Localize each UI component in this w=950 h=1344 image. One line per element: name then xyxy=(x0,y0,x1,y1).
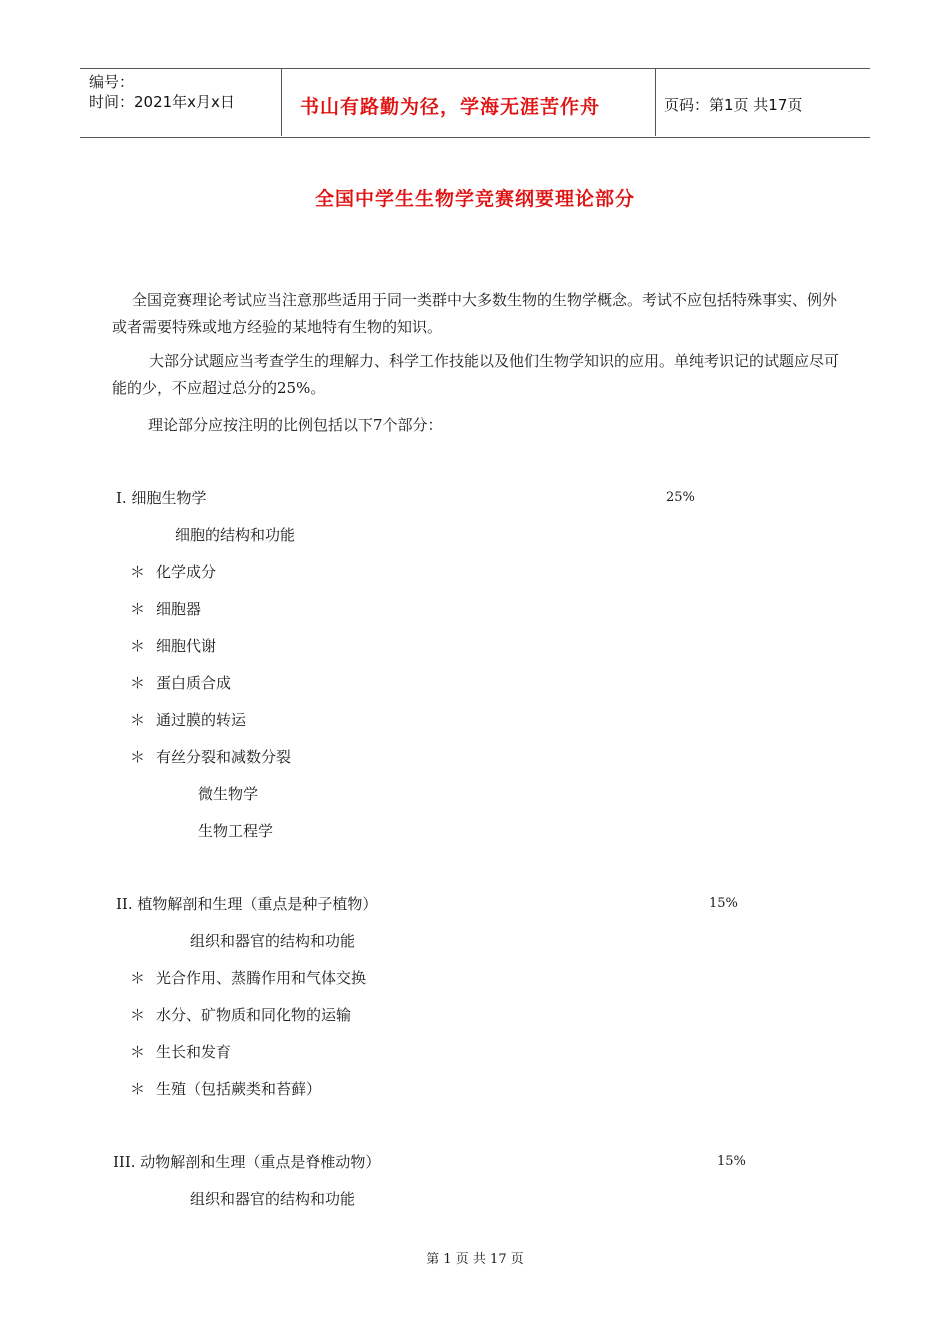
header-page-info: 页码：第1页 共17页 xyxy=(664,96,803,114)
section-subtitle: 组织和器官的结构和功能 xyxy=(190,932,356,950)
section-percent: 25% xyxy=(666,490,695,505)
bullet-item: 通过膜的转运 xyxy=(156,711,247,729)
header-motto: 书山有路勤为径，学海无涯苦作舟 xyxy=(300,96,601,118)
bullet-icon: ＊ xyxy=(130,674,146,692)
header-divider xyxy=(655,68,656,136)
bullet-icon: ＊ xyxy=(130,1043,146,1061)
section-title: II. 植物解剖和生理（重点是种子植物） xyxy=(116,895,378,913)
document-code-label: 编号： xyxy=(89,73,135,91)
bullet-icon: ＊ xyxy=(130,748,146,766)
bullet-item: 水分、矿物质和同化物的运输 xyxy=(156,1006,352,1024)
page-footer: 第 1 页 共 17 页 xyxy=(426,1252,524,1267)
section-percent: 15% xyxy=(709,896,738,911)
bullet-icon: ＊ xyxy=(130,711,146,729)
intro-paragraph: 全国竞赛理论考试应当注意那些适用于同一类群中大多数生物的生物学概念。考试不应包括特殊事实、例外或者需要特殊或地方经验的某地特有生物的知识。 xyxy=(112,291,838,336)
subsection-item: 微生物学 xyxy=(198,785,259,803)
document-title: 全国中学生生物学竞赛纲要理论部分 xyxy=(314,188,635,210)
bullet-item: 蛋白质合成 xyxy=(156,674,232,692)
bullet-item: 化学成分 xyxy=(156,563,217,581)
section-subtitle: 细胞的结构和功能 xyxy=(175,526,296,544)
bullet-item: 光合作用、蒸腾作用和气体交换 xyxy=(156,969,367,987)
intro-paragraph: 大部分试题应当考查学生的理解力、科学工作技能以及他们生物学知识的应用。单纯考识记的试题应尽可能的少，不应超过总分的25%。 xyxy=(112,352,840,397)
bullet-icon: ＊ xyxy=(130,563,146,581)
section-title: III. 动物解剖和生理（重点是脊椎动物） xyxy=(113,1153,381,1171)
bullet-icon: ＊ xyxy=(130,1080,146,1098)
header-divider xyxy=(281,68,282,136)
bullet-item: 生长和发育 xyxy=(156,1043,232,1061)
bullet-icon: ＊ xyxy=(130,1006,146,1024)
section-title: I. 细胞生物学 xyxy=(116,489,207,507)
subsection-item: 生物工程学 xyxy=(198,822,274,840)
bullet-item: 细胞代谢 xyxy=(156,637,217,655)
bullet-item: 有丝分裂和减数分裂 xyxy=(156,748,292,766)
section-subtitle: 组织和器官的结构和功能 xyxy=(190,1190,356,1208)
document-date: 时间：2021年x月x日 xyxy=(89,93,235,111)
intro-paragraph: 理论部分应按注明的比例包括以下7个部分： xyxy=(148,416,443,434)
bullet-item: 细胞器 xyxy=(156,600,202,618)
bullet-icon: ＊ xyxy=(130,600,146,618)
section-percent: 15% xyxy=(717,1154,746,1169)
bullet-item: 生殖（包括蕨类和苔藓） xyxy=(156,1080,322,1098)
bullet-icon: ＊ xyxy=(130,969,146,987)
bullet-icon: ＊ xyxy=(130,637,146,655)
